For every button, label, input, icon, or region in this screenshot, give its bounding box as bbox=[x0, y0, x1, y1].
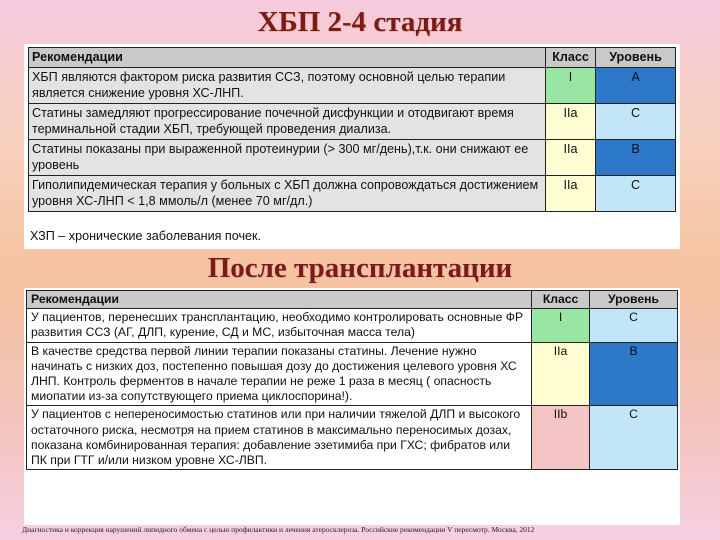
table-row bbox=[29, 139, 676, 175]
header-class: Класс bbox=[546, 48, 596, 68]
class-cell: I bbox=[532, 309, 590, 342]
table-row bbox=[29, 103, 676, 139]
class-cell: IIb bbox=[532, 406, 590, 470]
class-cell: IIa bbox=[546, 175, 596, 211]
class-cell: IIa bbox=[546, 139, 596, 175]
table-header-row bbox=[27, 291, 678, 309]
header-class: Класс bbox=[532, 291, 590, 309]
ckd-recommendations-table bbox=[28, 47, 676, 212]
header-level: Уровень bbox=[596, 48, 676, 68]
class-cell: IIa bbox=[546, 103, 596, 139]
header-level: Уровень bbox=[590, 291, 678, 309]
recommendation-text: Статины замедляют прогрессирование почечной дисфункции и отодвигают время терминальной стадии ХБП, требующей проведения диализа. bbox=[29, 103, 546, 139]
section1-title: ХБП 2-4 стадия bbox=[257, 6, 463, 38]
recommendation-text: У пациентов, перенесших трансплантацию, необходимо контролировать основные ФР развития ССЗ (АГ, ДЛП, курение, СД и МС, избыточная масса тела) bbox=[27, 309, 532, 342]
header-recommendations: Рекомендации bbox=[29, 48, 546, 68]
level-cell: C bbox=[590, 406, 678, 470]
recommendation-text: В качестве средства первой линии терапии показаны статины. Лечение нужно начинать с низких доз, постепенно повышая дозу до достижения целевого уровня ХС ЛНП. Контроль ферментов в начале терапии не реже 1 раза в месяц ( опасность миопатии из-за сопутствующего приема циклоспорина!). bbox=[27, 342, 532, 406]
class-cell: I bbox=[546, 67, 596, 103]
level-cell: B bbox=[596, 139, 676, 175]
recommendation-text: Статины показаны при выраженной протеинурии (> 300 мг/день),т.к. они снижают ее уровень bbox=[29, 139, 546, 175]
recommendation-text: У пациентов с непереносимостью статинов или при наличии тяжелой ДЛП и высокого остаточного риска, несмотря на прием статинов в максимально переносимых дозах, показана комбинированная терапия: добавление эзетимиба при ГХС; фибратов или ПК при ГТГ и/или низком уровне ХС-ЛВП. bbox=[27, 406, 532, 470]
class-cell: IIa bbox=[532, 342, 590, 406]
header-recommendations: Рекомендации bbox=[27, 291, 532, 309]
table-row bbox=[27, 406, 678, 470]
table-row bbox=[27, 309, 678, 342]
table-header-row bbox=[29, 48, 676, 68]
source-footer: Диагностика и коррекция нарушений липидного обмена с целью профилактики и лечения атеросклероза. Российские рекомендации V пересмотр. Москва, 2012 bbox=[22, 525, 535, 534]
recommendation-text: Гиполипидемическая терапия у больных с ХБП должна сопровождаться достижением уровня ХС-ЛНП < 1,8 ммоль/л (менее 70 мг/дл.) bbox=[29, 175, 546, 211]
level-cell: B bbox=[590, 342, 678, 406]
table-row bbox=[29, 67, 676, 103]
section2-title: После трансплантации bbox=[207, 252, 513, 284]
table-row bbox=[27, 342, 678, 406]
level-cell: C bbox=[596, 103, 676, 139]
level-cell: C bbox=[590, 309, 678, 342]
level-cell: C bbox=[596, 175, 676, 211]
transplant-recommendations-panel bbox=[24, 288, 680, 525]
transplant-recommendations-table bbox=[26, 290, 678, 470]
level-cell: A bbox=[596, 67, 676, 103]
recommendation-text: ХБП являются фактором риска развития ССЗ, поэтому основной целью терапии является снижение уровня ХС-ЛНП. bbox=[29, 67, 546, 103]
ckd-recommendations-panel bbox=[24, 44, 680, 249]
abbreviation-note: ХЗП – хронические заболевания почек. bbox=[30, 229, 262, 243]
table-row bbox=[29, 175, 676, 211]
